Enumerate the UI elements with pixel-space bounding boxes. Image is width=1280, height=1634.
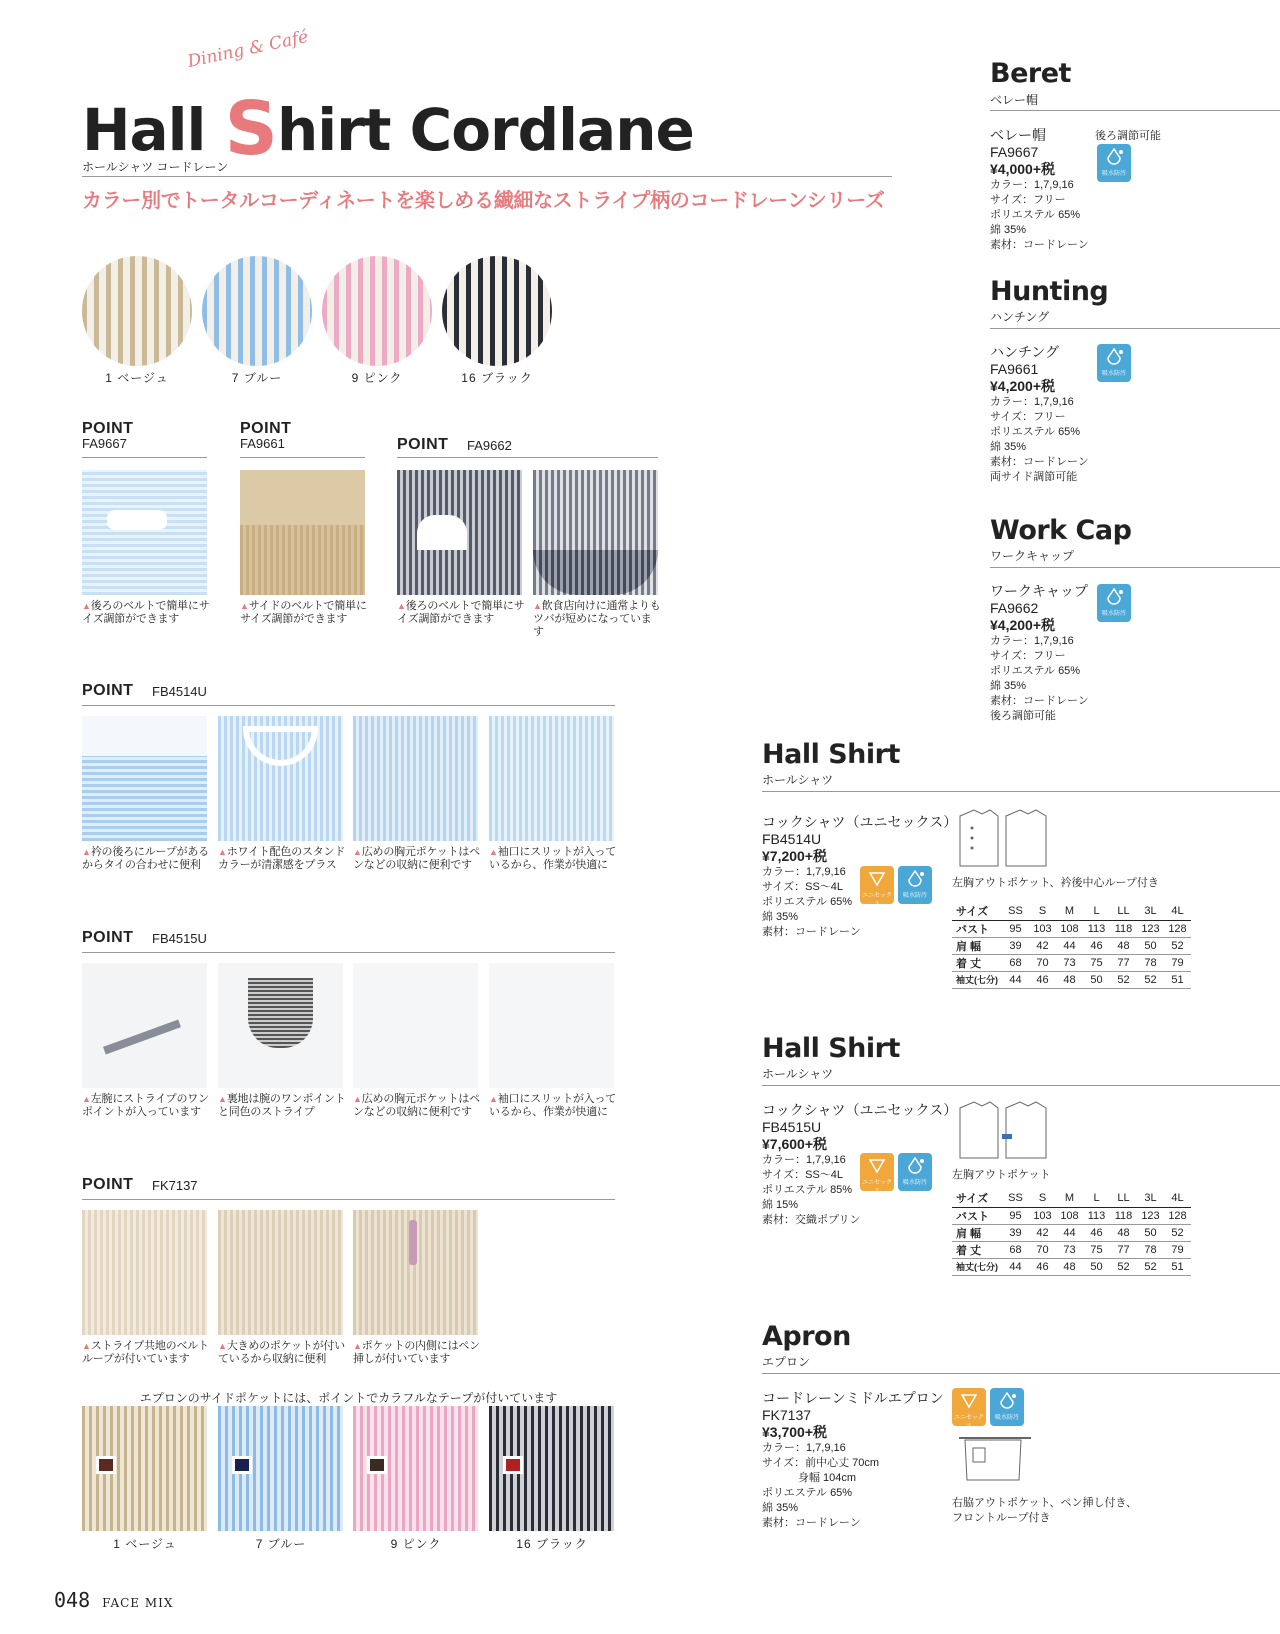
caption: ▲ 後ろのベルトで簡単にサイズ調節ができます xyxy=(397,600,525,626)
water-resist-badge-icon: 吸水防汚 xyxy=(990,1388,1024,1426)
size-table-cell: 39 xyxy=(1002,937,1029,954)
divider xyxy=(82,952,615,953)
size-table-cell: 123 xyxy=(1137,920,1164,937)
photo-arm-stripe xyxy=(82,963,207,1088)
size-table-cell: 51 xyxy=(1164,971,1191,988)
section-title-hall-shirt: Hall Shirt xyxy=(762,1033,900,1064)
apron-color-label: 1 ベージュ xyxy=(113,1537,177,1551)
apron-color-label: 16 ブラック xyxy=(516,1537,588,1551)
point-code: FB4515U xyxy=(152,931,207,946)
apron-color-label: 7 ブルー xyxy=(255,1537,307,1551)
size-table-cell: 44 xyxy=(1056,937,1083,954)
size-table-cell: 48 xyxy=(1056,971,1083,988)
size-table-cell: 4L xyxy=(1164,903,1191,920)
size-table-row xyxy=(952,920,1191,937)
photo-cuff-slit xyxy=(489,716,614,841)
caption: ▲ 袖口にスリットが入っているから、作業が快適に xyxy=(489,846,617,872)
shirt-illustration-icon xyxy=(952,808,1052,870)
size-table-cell: 108 xyxy=(1056,920,1083,937)
unisex-badge-icon: ユニセックス xyxy=(860,1153,894,1191)
swatch-black xyxy=(442,256,552,366)
caption: ▲ ポケットの内側にはペン挿しが付いています xyxy=(353,1340,481,1366)
size-table-cell: 95 xyxy=(1002,1207,1029,1224)
point-code: FK7137 xyxy=(152,1178,198,1193)
size-table-cell: 44 xyxy=(1002,1258,1029,1275)
product-workcap: ワークキャップ FA9662 ¥4,200+税 カラー：1,7,9,16 サイズ：フリー ポリエステル 65% 綿 35% 素材：コードレーン 後ろ調節可能 xyxy=(990,583,1089,722)
product-beret: ベレー帽 FA9667 ¥4,000+税 カラー：1,7,9,16 サイズ：フリー ポリエステル 65% 綿 35% 素材：コードレーン xyxy=(990,127,1089,251)
size-table-cell: 48 xyxy=(1110,1224,1137,1241)
point-code: FA9661 xyxy=(240,436,285,451)
point-heading: POINT xyxy=(397,436,449,453)
point-code: FA9662 xyxy=(467,438,512,453)
swatch-blue xyxy=(202,256,312,366)
size-table-cell: 118 xyxy=(1110,920,1137,937)
size-table-cell: 75 xyxy=(1083,1241,1110,1258)
swatch-pink xyxy=(322,256,432,366)
size-table-cell: 46 xyxy=(1029,1258,1056,1275)
photo-workcap-back xyxy=(397,470,522,595)
size-table-cell: 3L xyxy=(1137,903,1164,920)
size-table-cell: 42 xyxy=(1029,1224,1056,1241)
size-table-cell: 46 xyxy=(1083,937,1110,954)
caption: ▲ 後ろのベルトで簡単にサイズ調節ができます xyxy=(82,600,210,626)
apron-color-label: 9 ピンク xyxy=(390,1537,442,1551)
size-table-cell: S xyxy=(1029,903,1056,920)
photo-inner-lining xyxy=(218,963,343,1088)
product-note: フロントループ付き xyxy=(952,1512,1051,1524)
divider xyxy=(397,457,658,458)
unisex-badge-icon: ユニセックス xyxy=(952,1388,986,1426)
photo-collar-loop xyxy=(82,716,207,841)
point-heading: POINT xyxy=(82,420,134,437)
shirt-illustration-icon xyxy=(952,1100,1052,1162)
size-table-row xyxy=(952,971,1191,988)
apron-illustration-icon xyxy=(955,1434,1035,1486)
caption: ▲ 裏地は腕のワンポイントと同色のストライプ xyxy=(218,1093,346,1119)
caption: ▲ サイドのベルトで簡単にサイズ調節ができます xyxy=(240,600,368,626)
size-table-cell: M xyxy=(1056,903,1083,920)
section-subtitle: エプロン xyxy=(762,1355,811,1369)
size-table-cell: 46 xyxy=(1083,1224,1110,1241)
water-resist-badge-icon: 吸水防汚 xyxy=(898,1153,932,1191)
size-table-row xyxy=(952,1224,1191,1241)
size-table-cell: 70 xyxy=(1029,954,1056,971)
divider xyxy=(990,110,1280,111)
point-heading: POINT xyxy=(240,420,292,437)
size-table-cell: LL xyxy=(1110,1190,1137,1207)
headline: カラー別でトータルコーディネートを楽しめる繊細なストライプ柄のコードレーンシリーズ xyxy=(82,190,885,212)
product-shirt-fb4514u: コックシャツ（ユニセックス） FB4514U ¥7,200+税 カラー：1,7,9,16 サイズ：SS～4L ポリエステル 65% 綿 35% 素材：コードレーン xyxy=(762,814,958,938)
size-table-cell: LL xyxy=(1110,903,1137,920)
swatch-label: 1 ベージュ xyxy=(105,371,169,385)
size-table-row xyxy=(952,1241,1191,1258)
swatch-label: 7 ブルー xyxy=(231,371,283,385)
size-table-cell: 着 丈 xyxy=(952,1241,1002,1258)
photo-belt-loop xyxy=(82,1210,207,1335)
divider xyxy=(990,328,1280,329)
size-table-row xyxy=(952,937,1191,954)
size-table xyxy=(952,903,1191,989)
size-table-cell: 128 xyxy=(1164,920,1191,937)
point-code: FA9667 xyxy=(82,436,127,451)
divider xyxy=(82,705,615,706)
divider xyxy=(82,176,892,177)
size-table-cell: 4L xyxy=(1164,1190,1191,1207)
size-table-cell: 46 xyxy=(1029,971,1056,988)
size-table-cell: 52 xyxy=(1164,937,1191,954)
size-table-cell: 103 xyxy=(1029,1207,1056,1224)
caption: ▲ 広めの胸元ポケットはペンなどの収納に便利です xyxy=(353,1093,481,1119)
size-table-cell: 50 xyxy=(1083,1258,1110,1275)
size-table-cell: 50 xyxy=(1083,971,1110,988)
size-table-cell: 68 xyxy=(1002,1241,1029,1258)
size-table-cell: 73 xyxy=(1056,954,1083,971)
product-note: 左胸アウトポケット、衿後中心ループ付き xyxy=(952,877,1159,889)
size-table-row xyxy=(952,1258,1191,1275)
product-note: 右脇アウトポケット、ペン挿し付き、 xyxy=(952,1497,1138,1509)
size-table-cell: 51 xyxy=(1164,1258,1191,1275)
size-table-cell: 103 xyxy=(1029,920,1056,937)
page-title: Hall Shirt Cordlane xyxy=(82,86,694,172)
divider xyxy=(762,1085,1280,1086)
size-table-cell: 52 xyxy=(1110,971,1137,988)
unisex-badge-icon: ユニセックス xyxy=(860,866,894,904)
apron-pink xyxy=(353,1406,478,1531)
size-table-cell: 52 xyxy=(1137,1258,1164,1275)
size-table-cell: 袖丈(七分) xyxy=(952,971,1002,988)
apron-blue xyxy=(218,1406,343,1531)
size-table-cell: 44 xyxy=(1002,971,1029,988)
size-table-cell: 73 xyxy=(1056,1241,1083,1258)
size-table-cell: 50 xyxy=(1137,1224,1164,1241)
size-table-cell: 78 xyxy=(1137,1241,1164,1258)
caption: ▲ ストライプ共地のベルトループが付いています xyxy=(82,1340,210,1366)
section-subtitle: ハンチング xyxy=(990,310,1050,324)
water-resist-badge-icon: 吸水防汚 xyxy=(1097,144,1131,182)
water-resist-badge-icon: 吸水防汚 xyxy=(1097,584,1131,622)
size-table-cell: 52 xyxy=(1137,971,1164,988)
water-resist-badge-icon: 吸水防汚 xyxy=(1097,344,1131,382)
size-table-cell: L xyxy=(1083,903,1110,920)
size-table-cell: 3L xyxy=(1137,1190,1164,1207)
photo-beret-back xyxy=(82,470,207,595)
point-heading: POINT xyxy=(82,1176,134,1193)
size-table-cell: 39 xyxy=(1002,1224,1029,1241)
size-table-cell: SS xyxy=(1002,1190,1029,1207)
size-table-cell: 52 xyxy=(1164,1224,1191,1241)
size-table-cell: 50 xyxy=(1137,937,1164,954)
apron-note: エプロンのサイドポケットには、ポイントでカラフルなテープが付いています xyxy=(139,1391,558,1405)
photo-workcap-brim xyxy=(533,470,658,595)
size-table-cell: 袖丈(七分) xyxy=(952,1258,1002,1275)
page-footer: 048 FACE MIX xyxy=(54,1588,174,1612)
size-table-cell: 77 xyxy=(1110,1241,1137,1258)
size-table-cell: 118 xyxy=(1110,1207,1137,1224)
size-table-cell: S xyxy=(1029,1190,1056,1207)
section-subtitle: ホールシャツ xyxy=(762,1067,834,1081)
product-shirt-fb4515u: コックシャツ（ユニセックス） FB4515U ¥7,600+税 カラー：1,7,9,16 サイズ：SS～4L ポリエステル 85% 綿 15% 素材：交織ポプリン xyxy=(762,1102,958,1226)
point-heading: POINT xyxy=(82,929,134,946)
divider xyxy=(82,457,207,458)
size-table-row xyxy=(952,903,1191,920)
size-table-cell: 77 xyxy=(1110,954,1137,971)
size-table-cell: 78 xyxy=(1137,954,1164,971)
product-note: 後ろ調節可能 xyxy=(1095,130,1161,142)
tagline: Dining & Café xyxy=(185,26,311,72)
size-table-cell: 75 xyxy=(1083,954,1110,971)
size-table-cell: 42 xyxy=(1029,937,1056,954)
divider xyxy=(240,457,365,458)
divider xyxy=(990,567,1280,568)
photo-cuff-slit-white xyxy=(489,963,614,1088)
size-table-cell: サイズ xyxy=(952,1190,1002,1207)
size-table-cell: サイズ xyxy=(952,903,1002,920)
size-table-cell: SS xyxy=(1002,903,1029,920)
size-table-row xyxy=(952,1190,1191,1207)
divider xyxy=(762,791,1280,792)
size-table-cell: 44 xyxy=(1056,1224,1083,1241)
divider xyxy=(762,1373,1280,1374)
size-table-cell: 52 xyxy=(1110,1258,1137,1275)
apron-black xyxy=(489,1406,614,1531)
caption: ▲ ホワイト配色のスタンドカラーが清潔感をプラス xyxy=(218,846,346,872)
size-table-row xyxy=(952,1207,1191,1224)
product-note: 左胸アウトポケット xyxy=(952,1169,1051,1181)
photo-pen-holder xyxy=(353,1210,478,1335)
size-table-row xyxy=(952,954,1191,971)
size-table-cell: 123 xyxy=(1137,1207,1164,1224)
product-hunting: ハンチング FA9661 ¥4,200+税 カラー：1,7,9,16 サイズ：フリー ポリエステル 65% 綿 35% 素材：コードレーン 両サイド調節可能 xyxy=(990,344,1089,483)
caption: ▲ 衿の後ろにループがあるからタイの合わせに便利 xyxy=(82,846,210,872)
section-subtitle: ワークキャップ xyxy=(990,549,1075,563)
size-table-cell: 70 xyxy=(1029,1241,1056,1258)
size-table-cell: 48 xyxy=(1056,1258,1083,1275)
photo-chest-pocket xyxy=(353,716,478,841)
point-heading: POINT xyxy=(82,682,134,699)
caption: ▲ 大きめのポケットが付いているから収納に便利 xyxy=(218,1340,346,1366)
photo-chest-pocket-white xyxy=(353,963,478,1088)
size-table-cell: バスト xyxy=(952,1207,1002,1224)
size-table-cell: 79 xyxy=(1164,954,1191,971)
section-title-beret: Beret xyxy=(990,58,1071,89)
photo-large-pocket xyxy=(218,1210,343,1335)
caption: ▲ 袖口にスリットが入っているから、作業が快適に xyxy=(489,1093,617,1119)
photo-stand-collar xyxy=(218,716,343,841)
size-table-cell: 95 xyxy=(1002,920,1029,937)
section-title-hunting: Hunting xyxy=(990,276,1109,307)
section-title-hall-shirt: Hall Shirt xyxy=(762,739,900,770)
size-table-cell: 肩 幅 xyxy=(952,937,1002,954)
size-table-cell: M xyxy=(1056,1190,1083,1207)
size-table-cell: 48 xyxy=(1110,937,1137,954)
product-apron: コードレーンミドルエプロン FK7137 ¥3,700+税 カラー：1,7,9,16 サイズ：前中心丈 70cm 身幅 104cm ポリエステル 65% 綿 35% 素材：コードレーン xyxy=(762,1390,944,1529)
size-table xyxy=(952,1190,1191,1276)
size-table-cell: 肩 幅 xyxy=(952,1224,1002,1241)
apron-beige xyxy=(82,1406,207,1531)
swatch-label: 9 ピンク xyxy=(351,371,403,385)
size-table-cell: 113 xyxy=(1083,920,1110,937)
page-subtitle: ホールシャツ コードレーン xyxy=(82,160,229,174)
section-subtitle: ホールシャツ xyxy=(762,773,834,787)
divider xyxy=(82,1199,615,1200)
swatch-label: 16 ブラック xyxy=(461,371,533,385)
photo-hunting-side xyxy=(240,470,365,595)
caption: ▲ 広めの胸元ポケットはペンなどの収納に便利です xyxy=(353,846,481,872)
size-table-cell: 128 xyxy=(1164,1207,1191,1224)
size-table-cell: 着 丈 xyxy=(952,954,1002,971)
section-subtitle: ベレー帽 xyxy=(990,93,1039,107)
size-table-cell: バスト xyxy=(952,920,1002,937)
section-title-apron: Apron xyxy=(762,1321,851,1352)
size-table-cell: 79 xyxy=(1164,1241,1191,1258)
point-code: FB4514U xyxy=(152,684,207,699)
swatch-beige xyxy=(82,256,192,366)
size-table-cell: L xyxy=(1083,1190,1110,1207)
water-resist-badge-icon: 吸水防汚 xyxy=(898,866,932,904)
size-table-cell: 68 xyxy=(1002,954,1029,971)
size-table-cell: 108 xyxy=(1056,1207,1083,1224)
caption: ▲ 飲食店向けに通常よりもツバが短めになっています xyxy=(533,600,661,639)
caption: ▲ 左腕にストライプのワンポイントが入っています xyxy=(82,1093,210,1119)
section-title-workcap: Work Cap xyxy=(990,515,1132,546)
size-table-cell: 113 xyxy=(1083,1207,1110,1224)
